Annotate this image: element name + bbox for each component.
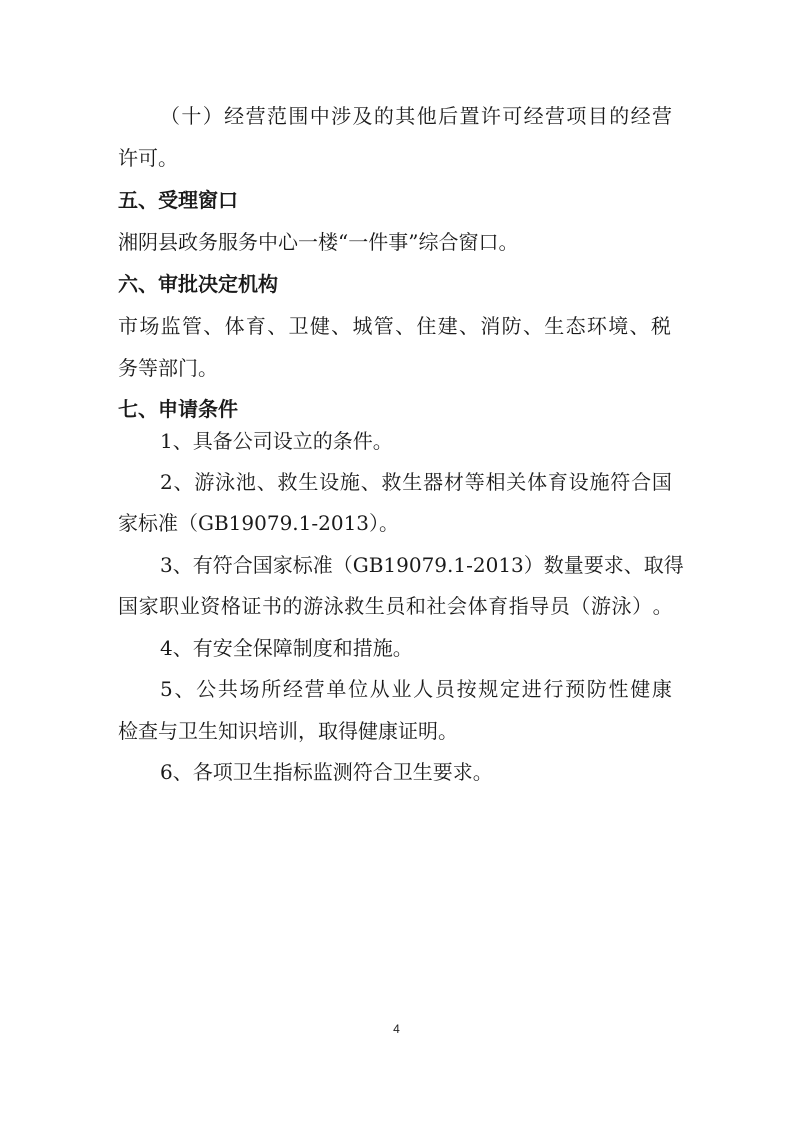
condition-2-line2: 家标准（GB19079.1-2013）。 [118,511,400,535]
condition-3-line1: 3 、 有 符 合 国 家 标 准 （ GB19079.1-2013 ） 数 量 要 求 、 取 得 [160,553,684,577]
page-number: 4 [393,1022,400,1036]
section6-heading: 六、审批决定机构 [118,272,278,296]
item10-line1: （ 十 ） 经 营 范 围 中 涉 及 的 其 他 后 置 许 可 经 营 项 目 的 经 营 [160,104,672,128]
condition-5-line2: 检查与卫生知识培训，取得健康证明。 [118,719,458,743]
condition-3-line2: 国 家 职 业 资 格 证 书 的 游 泳 救 生 员 和 社 会 体 育 指 导 员 （ 游 泳 ） 。 [118,594,673,618]
section6-line2: 务等部门。 [118,356,218,380]
condition-1: 1、具备公司设立的条件。 [160,429,393,453]
condition-5-line1: 5 、 公 共 场 所 经 营 单 位 从 业 人 员 按 规 定 进 行 预 防 性 健 康 [160,677,672,701]
section7-heading: 七、申请条件 [118,397,238,421]
item10-line2: 许可。 [118,146,178,170]
condition-2-line1: 2 、 游 泳 池 、 救 生 设 施 、 救 生 器 材 等 相 关 体 育 设 施 符 合 国 [160,470,672,494]
condition-4: 4、有安全保障制度和措施。 [160,636,413,660]
section6-line1: 市 场 监 管 、 体 育 、 卫 健 、 城 管 、 住 建 、 消 防 、 生 态 环 境 、 税 [118,314,671,338]
section5-heading: 五、受理窗口 [118,188,238,212]
section5-text: 湘阴县政务服务中心一楼“一件事”综合窗口。 [118,230,519,254]
condition-6: 6、各项卫生指标监测符合卫生要求。 [160,760,493,784]
